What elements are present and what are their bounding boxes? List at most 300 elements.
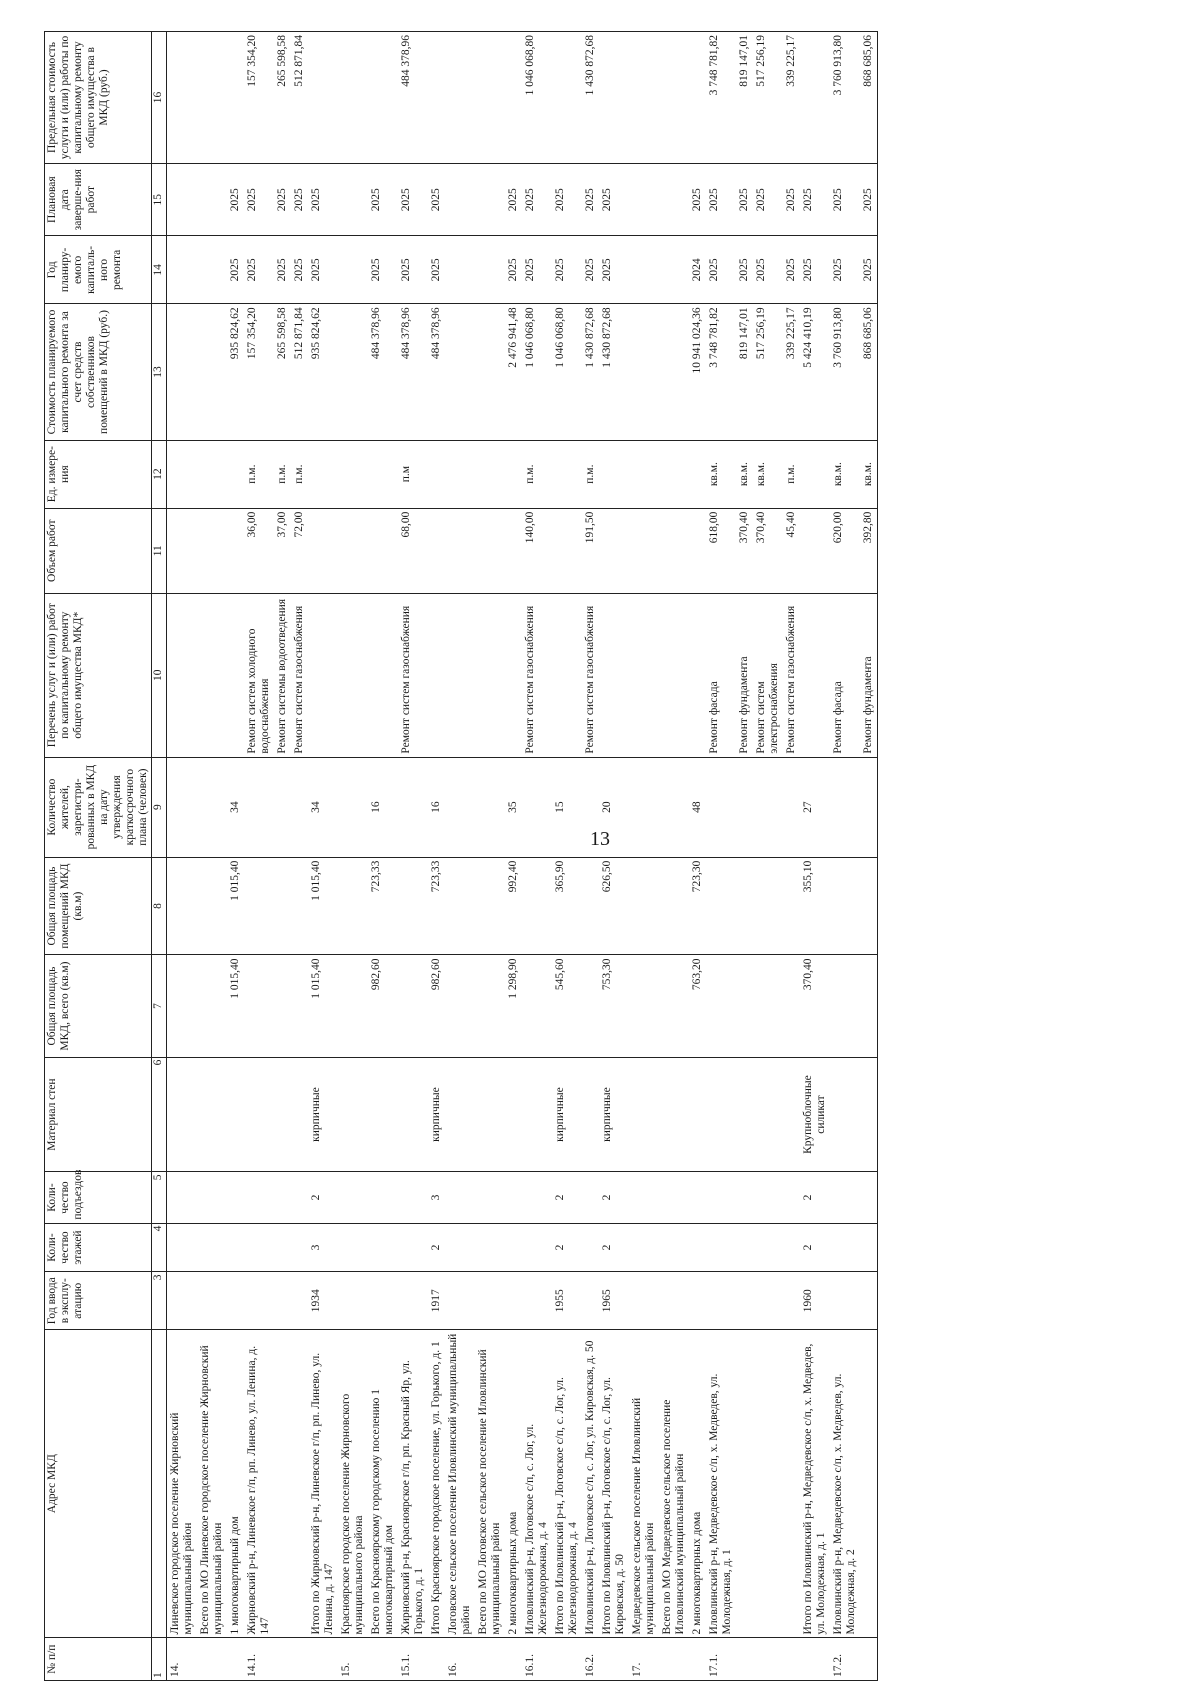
table-row: [428, 32, 445, 1681]
table-row: [599, 32, 629, 1681]
repair-cost-cell: 819 147,01: [736, 304, 753, 440]
repair-cost-cell: [167, 304, 198, 440]
max-cost-cell: 512 871,84: [291, 32, 308, 164]
premises-area-cell: [445, 857, 475, 955]
row-number: [659, 1638, 689, 1681]
floors-cell: [475, 1223, 505, 1272]
entrances-cell: [689, 1172, 706, 1223]
unit-cell: [599, 440, 629, 508]
col-header: Адрес МКД: [45, 1329, 152, 1638]
unit-cell: [308, 440, 338, 508]
floors-cell: [706, 1223, 736, 1272]
total-area-cell: [244, 955, 274, 1057]
entrances-cell: [505, 1172, 522, 1223]
max-cost-cell: [167, 32, 198, 164]
residents-cell: 16: [428, 757, 445, 857]
address-cell: 2 многоквартирных дома: [505, 1329, 522, 1638]
address-cell: Итого по Жирновский р-н, Линевское г/п, рп. Линево, ул. Ленина, д. 147: [308, 1329, 338, 1638]
work-type-cell: Ремонт системы водоотведения: [274, 593, 291, 757]
row-number: 17.: [629, 1638, 659, 1681]
year-cell: [197, 1272, 227, 1329]
entrances-cell: [398, 1172, 428, 1223]
table-row: [582, 32, 599, 1681]
col-header: Коли-чество этажей: [45, 1223, 152, 1272]
repair-year-cell: 2025: [706, 236, 736, 304]
repair-year-cell: [659, 236, 689, 304]
residents-cell: [783, 757, 800, 857]
unit-cell: [167, 440, 198, 508]
capital-repair-table: [44, 31, 878, 1681]
wall-material-cell: [291, 1057, 308, 1172]
address-cell: Итого по Иловлинский р-н, Логовское с/п, с. Лог, ул. Железнодорожная, д. 4: [552, 1329, 582, 1638]
table-row: [244, 32, 274, 1681]
total-area-cell: [860, 955, 878, 1057]
volume-cell: 36,00: [244, 508, 274, 593]
wall-material-cell: [197, 1057, 227, 1172]
row-number: [308, 1638, 338, 1681]
completion-date-cell: 2025: [368, 164, 398, 236]
row-number: 17.2.: [830, 1638, 860, 1681]
work-type-cell: [227, 593, 244, 757]
floors-cell: [689, 1223, 706, 1272]
max-cost-cell: [227, 32, 244, 164]
year-cell: 1965: [599, 1272, 629, 1329]
wall-material-cell: кирпичные: [599, 1057, 629, 1172]
year-cell: [736, 1272, 753, 1329]
unit-cell: п.м.: [274, 440, 291, 508]
residents-cell: 27: [800, 757, 830, 857]
completion-date-cell: 2025: [274, 164, 291, 236]
floors-cell: 2: [800, 1223, 830, 1272]
residents-cell: 20: [599, 757, 629, 857]
total-area-cell: [706, 955, 736, 1057]
work-type-cell: [800, 593, 830, 757]
year-cell: [368, 1272, 398, 1329]
table-row: [445, 32, 475, 1681]
row-number: 17.1.: [706, 1638, 736, 1681]
residents-cell: [167, 757, 198, 857]
year-cell: [783, 1272, 800, 1329]
work-type-cell: Ремонт фасада: [706, 593, 736, 757]
wall-material-cell: [783, 1057, 800, 1172]
entrances-cell: 2: [552, 1172, 582, 1223]
volume-cell: 191,50: [582, 508, 599, 593]
volume-cell: 37,00: [274, 508, 291, 593]
address-cell: Медведевское сельское поселение Иловлинский муниципальный район: [629, 1329, 659, 1638]
volume-cell: [800, 508, 830, 593]
floors-cell: [227, 1223, 244, 1272]
premises-area-cell: [706, 857, 736, 955]
unit-cell: [659, 440, 689, 508]
work-type-cell: Ремонт фасада: [830, 593, 860, 757]
premises-area-cell: 1 015,40: [308, 857, 338, 955]
col-header: Год планиру-емого капиталь-ного ремонта: [45, 236, 152, 304]
repair-cost-cell: 935 824,62: [308, 304, 338, 440]
premises-area-cell: [338, 857, 368, 955]
repair-year-cell: 2025: [736, 236, 753, 304]
work-type-cell: Ремонт систем холодного водоснабжения: [244, 593, 274, 757]
residents-cell: [475, 757, 505, 857]
row-number: 14.1.: [244, 1638, 274, 1681]
year-cell: 1934: [308, 1272, 338, 1329]
unit-cell: п.м.: [522, 440, 552, 508]
year-cell: [274, 1272, 291, 1329]
unit-cell: [505, 440, 522, 508]
wall-material-cell: [689, 1057, 706, 1172]
max-cost-cell: [505, 32, 522, 164]
row-number: [368, 1638, 398, 1681]
total-area-cell: 1 298,90: [505, 955, 522, 1057]
volume-cell: [227, 508, 244, 593]
address-cell: 2 многоквартирных дома: [689, 1329, 706, 1638]
col-number: 11: [152, 508, 167, 593]
max-cost-cell: 1 430 872,68: [582, 32, 599, 164]
address-cell: Жирновский р-н, Красноярское г/п, рп. Красный Яр, ул. Горького, д. 1: [398, 1329, 428, 1638]
row-number: 15.1.: [398, 1638, 428, 1681]
completion-date-cell: 2025: [783, 164, 800, 236]
year-cell: [582, 1272, 599, 1329]
table-body: [167, 32, 878, 1681]
repair-cost-cell: 517 256,19: [753, 304, 783, 440]
completion-date-cell: 2025: [505, 164, 522, 236]
residents-cell: 34: [308, 757, 338, 857]
repair-cost-cell: [659, 304, 689, 440]
repair-year-cell: 2025: [582, 236, 599, 304]
row-number: [505, 1638, 522, 1681]
entrances-cell: [706, 1172, 736, 1223]
repair-cost-cell: [338, 304, 368, 440]
row-number: [860, 1638, 878, 1681]
wall-material-cell: [706, 1057, 736, 1172]
address-cell: Линевское городское поселение Жирновский муниципальный район: [167, 1329, 198, 1638]
address-cell: Итого по Иловлинский р-н, Медведевское с/п, х. Медведев, ул. Молодежная, д. 1: [800, 1329, 830, 1638]
col-header: Объем работ: [45, 508, 152, 593]
residents-cell: [398, 757, 428, 857]
row-number: 14.: [167, 1638, 198, 1681]
max-cost-cell: 819 147,01: [736, 32, 753, 164]
table-row: [800, 32, 830, 1681]
work-type-cell: [445, 593, 475, 757]
wall-material-cell: [629, 1057, 659, 1172]
unit-cell: п.м.: [582, 440, 599, 508]
premises-area-cell: 723,30: [689, 857, 706, 955]
repair-cost-cell: 868 685,06: [860, 304, 878, 440]
floors-cell: [830, 1223, 860, 1272]
repair-cost-cell: 10 941 024,36: [689, 304, 706, 440]
repair-cost-cell: 484 378,96: [428, 304, 445, 440]
unit-cell: [338, 440, 368, 508]
unit-cell: кв.м.: [736, 440, 753, 508]
table-row: [308, 32, 338, 1681]
repair-year-cell: [445, 236, 475, 304]
entrances-cell: 2: [800, 1172, 830, 1223]
work-type-cell: [552, 593, 582, 757]
address-cell: Иловлинский р-н, Медведевское с/п, х. Медведев, ул. Молодежная, д. 1: [706, 1329, 736, 1638]
premises-area-cell: [291, 857, 308, 955]
work-type-cell: Ремонт систем электроснабжения: [753, 593, 783, 757]
max-cost-cell: [475, 32, 505, 164]
address-cell: [291, 1329, 308, 1638]
residents-cell: 15: [552, 757, 582, 857]
completion-date-cell: [197, 164, 227, 236]
wall-material-cell: [368, 1057, 398, 1172]
floors-cell: [167, 1223, 198, 1272]
address-cell: Итого по Иловлинский р-н, Логовское с/п, с. Лог, ул. Кировская, д. 50: [599, 1329, 629, 1638]
premises-area-cell: [860, 857, 878, 955]
col-number: 3: [152, 1272, 167, 1329]
repair-cost-cell: 512 871,84: [291, 304, 308, 440]
year-cell: [227, 1272, 244, 1329]
volume-cell: [599, 508, 629, 593]
col-header: Предельная стоимость услуги и (или) работы по капитальному ремонту общего имущества в МКД (руб.): [45, 32, 152, 164]
year-cell: [860, 1272, 878, 1329]
residents-cell: [522, 757, 552, 857]
completion-date-cell: 2025: [291, 164, 308, 236]
page-number: 13: [590, 828, 610, 850]
total-area-cell: 763,20: [689, 955, 706, 1057]
wall-material-cell: [830, 1057, 860, 1172]
address-cell: [860, 1329, 878, 1638]
repair-year-cell: 2025: [274, 236, 291, 304]
year-cell: [505, 1272, 522, 1329]
col-header: Плановая дата заверше-ния работ: [45, 164, 152, 236]
max-cost-cell: 1 046 068,80: [522, 32, 552, 164]
address-cell: [736, 1329, 753, 1638]
work-type-cell: Ремонт фундамента: [860, 593, 878, 757]
address-cell: [274, 1329, 291, 1638]
repair-cost-cell: [475, 304, 505, 440]
floors-cell: 3: [308, 1223, 338, 1272]
row-number: [753, 1638, 783, 1681]
row-number: 15.: [338, 1638, 368, 1681]
volume-cell: 620,00: [830, 508, 860, 593]
address-cell: Итого Красноярское городское поселение, ул. Горького, д. 1: [428, 1329, 445, 1638]
repair-year-cell: 2025: [522, 236, 552, 304]
work-type-cell: [197, 593, 227, 757]
premises-area-cell: [475, 857, 505, 955]
unit-cell: п.м: [398, 440, 428, 508]
col-header: Перечень услуг и (или) работ по капитальному ремонту общего имущества МКД*: [45, 593, 152, 757]
repair-cost-cell: 2 476 941,48: [505, 304, 522, 440]
unit-cell: [227, 440, 244, 508]
floors-cell: [274, 1223, 291, 1272]
floors-cell: [505, 1223, 522, 1272]
volume-cell: [505, 508, 522, 593]
col-number: 4: [152, 1223, 167, 1272]
unit-cell: [800, 440, 830, 508]
year-cell: [338, 1272, 368, 1329]
premises-area-cell: [659, 857, 689, 955]
repair-year-cell: [197, 236, 227, 304]
entrances-cell: [197, 1172, 227, 1223]
completion-date-cell: [629, 164, 659, 236]
max-cost-cell: [308, 32, 338, 164]
premises-area-cell: 723,33: [428, 857, 445, 955]
row-number: 16.1.: [522, 1638, 552, 1681]
total-area-cell: [783, 955, 800, 1057]
volume-cell: [552, 508, 582, 593]
entrances-cell: [227, 1172, 244, 1223]
col-number: 8: [152, 857, 167, 955]
repair-year-cell: 2025: [753, 236, 783, 304]
work-type-cell: [689, 593, 706, 757]
repair-year-cell: 2025: [398, 236, 428, 304]
max-cost-cell: 157 354,20: [244, 32, 274, 164]
unit-cell: п.м.: [291, 440, 308, 508]
total-area-cell: 982,60: [428, 955, 445, 1057]
col-number: [152, 1329, 167, 1638]
premises-area-cell: [753, 857, 783, 955]
completion-date-cell: 2025: [830, 164, 860, 236]
total-area-cell: 753,30: [599, 955, 629, 1057]
total-area-cell: 545,60: [552, 955, 582, 1057]
repair-year-cell: 2025: [505, 236, 522, 304]
unit-cell: [428, 440, 445, 508]
max-cost-cell: 3 760 913,80: [830, 32, 860, 164]
residents-cell: 35: [505, 757, 522, 857]
work-type-cell: [368, 593, 398, 757]
residents-cell: 48: [689, 757, 706, 857]
total-area-cell: [475, 955, 505, 1057]
address-cell: [753, 1329, 783, 1638]
repair-year-cell: [475, 236, 505, 304]
table-row: [689, 32, 706, 1681]
year-cell: [753, 1272, 783, 1329]
header-row: [45, 32, 152, 1681]
total-area-cell: 1 015,40: [308, 955, 338, 1057]
repair-cost-cell: 935 824,62: [227, 304, 244, 440]
repair-cost-cell: 1 046 068,80: [522, 304, 552, 440]
premises-area-cell: [197, 857, 227, 955]
repair-cost-cell: 3 760 913,80: [830, 304, 860, 440]
repair-cost-cell: 1 046 068,80: [552, 304, 582, 440]
row-number: [197, 1638, 227, 1681]
residents-cell: [197, 757, 227, 857]
floors-cell: [338, 1223, 368, 1272]
year-cell: [244, 1272, 274, 1329]
floors-cell: [445, 1223, 475, 1272]
table-row: [291, 32, 308, 1681]
max-cost-cell: 484 378,96: [398, 32, 428, 164]
wall-material-cell: кирпичные: [552, 1057, 582, 1172]
repair-year-cell: 2024: [689, 236, 706, 304]
unit-cell: кв.м.: [706, 440, 736, 508]
repair-year-cell: 2025: [428, 236, 445, 304]
row-number: [274, 1638, 291, 1681]
unit-cell: [552, 440, 582, 508]
table-row: [552, 32, 582, 1681]
repair-cost-cell: [445, 304, 475, 440]
table-row: [736, 32, 753, 1681]
work-type-cell: [475, 593, 505, 757]
table-row: [475, 32, 505, 1681]
table-row: [338, 32, 368, 1681]
repair-cost-cell: 339 225,17: [783, 304, 800, 440]
completion-date-cell: 2025: [689, 164, 706, 236]
max-cost-cell: 517 256,19: [753, 32, 783, 164]
total-area-cell: [197, 955, 227, 1057]
repair-year-cell: 2025: [599, 236, 629, 304]
work-type-cell: [167, 593, 198, 757]
col-number: 13: [152, 304, 167, 440]
floors-cell: [398, 1223, 428, 1272]
table-row: [753, 32, 783, 1681]
residents-cell: [338, 757, 368, 857]
row-number: [783, 1638, 800, 1681]
year-cell: [445, 1272, 475, 1329]
total-area-cell: [830, 955, 860, 1057]
total-area-cell: 1 015,40: [227, 955, 244, 1057]
volume-cell: 68,00: [398, 508, 428, 593]
volume-cell: [338, 508, 368, 593]
wall-material-cell: Крупноблочные силикат: [800, 1057, 830, 1172]
work-type-cell: Ремонт систем газоснабжения: [398, 593, 428, 757]
table-row: [274, 32, 291, 1681]
total-area-cell: [167, 955, 198, 1057]
residents-cell: [244, 757, 274, 857]
residents-cell: [274, 757, 291, 857]
residents-cell: 16: [368, 757, 398, 857]
table-row: [629, 32, 659, 1681]
max-cost-cell: 265 598,58: [274, 32, 291, 164]
col-header: Коли-чество подъездов: [45, 1172, 152, 1223]
table-row: [783, 32, 800, 1681]
unit-cell: кв.м.: [753, 440, 783, 508]
floors-cell: [860, 1223, 878, 1272]
repair-cost-cell: 1 430 872,68: [582, 304, 599, 440]
premises-area-cell: [522, 857, 552, 955]
volume-cell: [445, 508, 475, 593]
wall-material-cell: [753, 1057, 783, 1172]
total-area-cell: [522, 955, 552, 1057]
row-number: [227, 1638, 244, 1681]
repair-cost-cell: 1 430 872,68: [599, 304, 629, 440]
completion-date-cell: 2025: [860, 164, 878, 236]
premises-area-cell: [830, 857, 860, 955]
floors-cell: [783, 1223, 800, 1272]
row-number: 16.2.: [582, 1638, 599, 1681]
row-number: [428, 1638, 445, 1681]
address-cell: Иловлинский р-н, Логовское с/п, с. Лог, ул. Железнодорожная, д. 4: [522, 1329, 552, 1638]
floors-cell: [582, 1223, 599, 1272]
repair-year-cell: 2025: [830, 236, 860, 304]
wall-material-cell: [244, 1057, 274, 1172]
col-header: Количество жителей, зарегистри-рованных в МКД на дату утверждения краткосрочного плана (человек): [45, 757, 152, 857]
work-type-cell: Ремонт систем газоснабжения: [522, 593, 552, 757]
year-cell: 1917: [428, 1272, 445, 1329]
row-number: [736, 1638, 753, 1681]
entrances-cell: 3: [428, 1172, 445, 1223]
total-area-cell: 982,60: [368, 955, 398, 1057]
total-area-cell: [659, 955, 689, 1057]
volume-cell: [368, 508, 398, 593]
col-number: 1: [152, 1638, 167, 1681]
row-number: [291, 1638, 308, 1681]
rotated-table-container: [44, 31, 1174, 1681]
completion-date-cell: [445, 164, 475, 236]
floors-cell: [197, 1223, 227, 1272]
max-cost-cell: [445, 32, 475, 164]
premises-area-cell: 355,10: [800, 857, 830, 955]
premises-area-cell: [582, 857, 599, 955]
col-number: 12: [152, 440, 167, 508]
entrances-cell: [736, 1172, 753, 1223]
volume-cell: 140,00: [522, 508, 552, 593]
address-cell: Иловлинский р-н, Логовское с/п, с. Лог, ул. Кировская, д. 50: [582, 1329, 599, 1638]
unit-cell: [475, 440, 505, 508]
max-cost-cell: [338, 32, 368, 164]
floors-cell: [244, 1223, 274, 1272]
